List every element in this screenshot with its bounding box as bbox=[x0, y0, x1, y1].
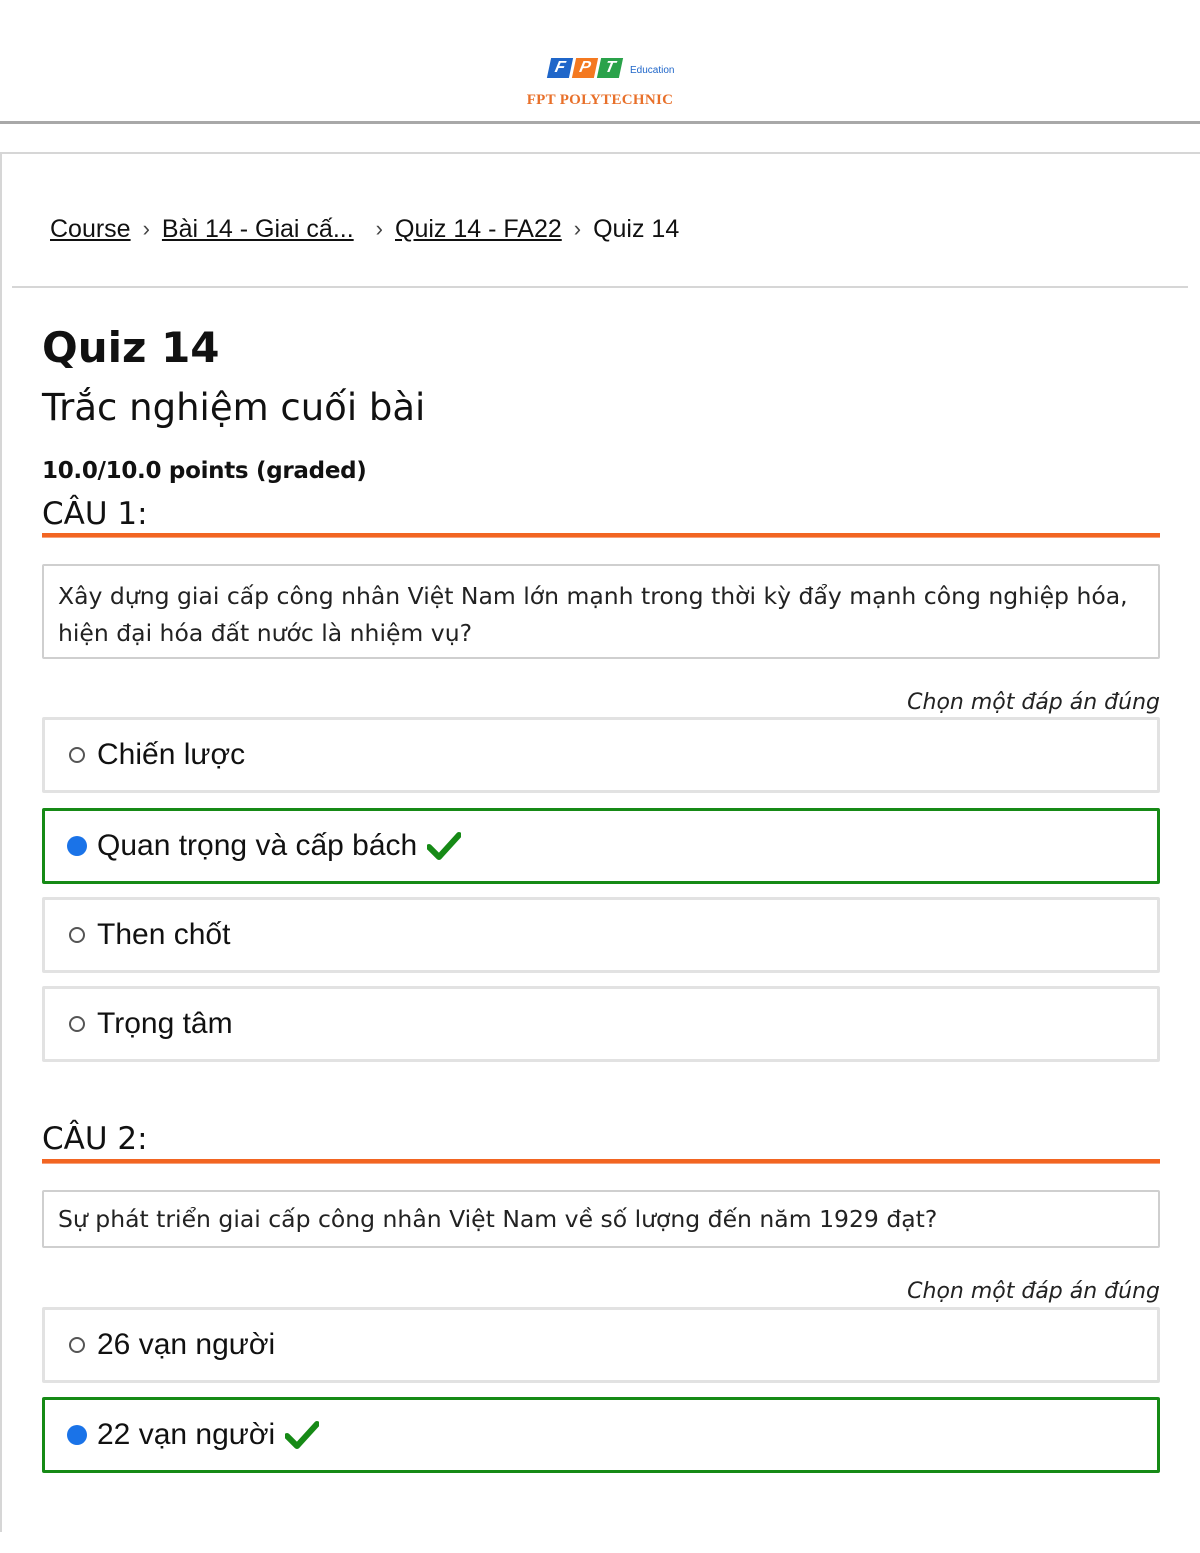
points-status: 10.0/10.0 points (graded) bbox=[42, 458, 367, 484]
question-1-text: Xây dựng giai cấp công nhân Việt Nam lớn mạnh trong thời kỳ đẩy mạnh công nghiệp hóa, hiện đại hóa đất nước là nhiệm vụ? bbox=[42, 564, 1160, 659]
header-divider bbox=[0, 121, 1200, 124]
fpt-logo-mark bbox=[549, 56, 674, 78]
chevron-right-icon: › bbox=[573, 216, 582, 241]
breadcrumb bbox=[50, 212, 679, 246]
question-1-option-4[interactable] bbox=[42, 986, 1160, 1062]
question-1-option-2[interactable] bbox=[42, 808, 1160, 884]
question-2-text: Sự phát triển giai cấp công nhân Việt Nam về số lượng đến năm 1929 đạt? bbox=[42, 1190, 1160, 1248]
breadcrumb-link-course[interactable]: Course bbox=[50, 214, 131, 243]
checkmark-icon bbox=[285, 1420, 319, 1450]
fpt-polytechnic-logo[interactable] bbox=[515, 56, 685, 112]
option-label: 26 vạn người bbox=[97, 1328, 276, 1361]
question-2-divider bbox=[42, 1159, 1160, 1164]
chevron-right-icon: › bbox=[142, 216, 150, 241]
question-1-hint: Chọn một đáp án đúng bbox=[907, 690, 1160, 715]
radio-unselected-icon[interactable] bbox=[69, 747, 85, 763]
breadcrumb-divider bbox=[12, 286, 1188, 288]
question-1-option-3[interactable] bbox=[42, 897, 1160, 973]
logo-tile-f: F bbox=[547, 58, 573, 78]
logo-tile-p: P bbox=[572, 58, 598, 78]
breadcrumb-link-lesson[interactable]: Bài 14 - Giai cấ... bbox=[161, 214, 354, 243]
radio-selected-icon[interactable] bbox=[67, 836, 87, 856]
site-header bbox=[0, 0, 1200, 126]
radio-unselected-icon[interactable] bbox=[69, 1337, 85, 1353]
radio-unselected-icon[interactable] bbox=[69, 1016, 85, 1032]
option-label: Then chốt bbox=[97, 918, 231, 951]
option-label: Chiến lược bbox=[97, 738, 246, 771]
question-2-option-1[interactable] bbox=[42, 1307, 1160, 1383]
question-1-divider bbox=[42, 533, 1160, 538]
question-2-option-2[interactable] bbox=[42, 1397, 1160, 1473]
page-subtitle: Trắc nghiệm cuối bài bbox=[42, 386, 426, 429]
option-label: Quan trọng và cấp bách bbox=[97, 829, 418, 862]
option-label: 22 vạn người bbox=[97, 1418, 276, 1451]
chevron-right-icon: › bbox=[375, 216, 383, 241]
page-title: Quiz 14 bbox=[42, 323, 220, 372]
brand-name: FPT POLYTECHNIC bbox=[526, 92, 674, 108]
checkmark-icon bbox=[427, 831, 461, 861]
breadcrumb-link-quiz-section[interactable]: Quiz 14 - FA22 bbox=[395, 214, 562, 243]
question-2-hint: Chọn một đáp án đúng bbox=[907, 1279, 1160, 1304]
question-2-heading: CÂU 2: bbox=[42, 1121, 148, 1157]
logo-education-text: Education bbox=[630, 65, 675, 76]
question-1-option-1[interactable] bbox=[42, 717, 1160, 793]
radio-selected-icon[interactable] bbox=[67, 1425, 87, 1445]
logo-tile-t: T bbox=[597, 58, 623, 78]
radio-unselected-icon[interactable] bbox=[69, 927, 85, 943]
breadcrumb-current: Quiz 14 bbox=[593, 214, 680, 243]
question-1-heading: CÂU 1: bbox=[42, 496, 148, 532]
option-label: Trọng tâm bbox=[97, 1007, 233, 1040]
